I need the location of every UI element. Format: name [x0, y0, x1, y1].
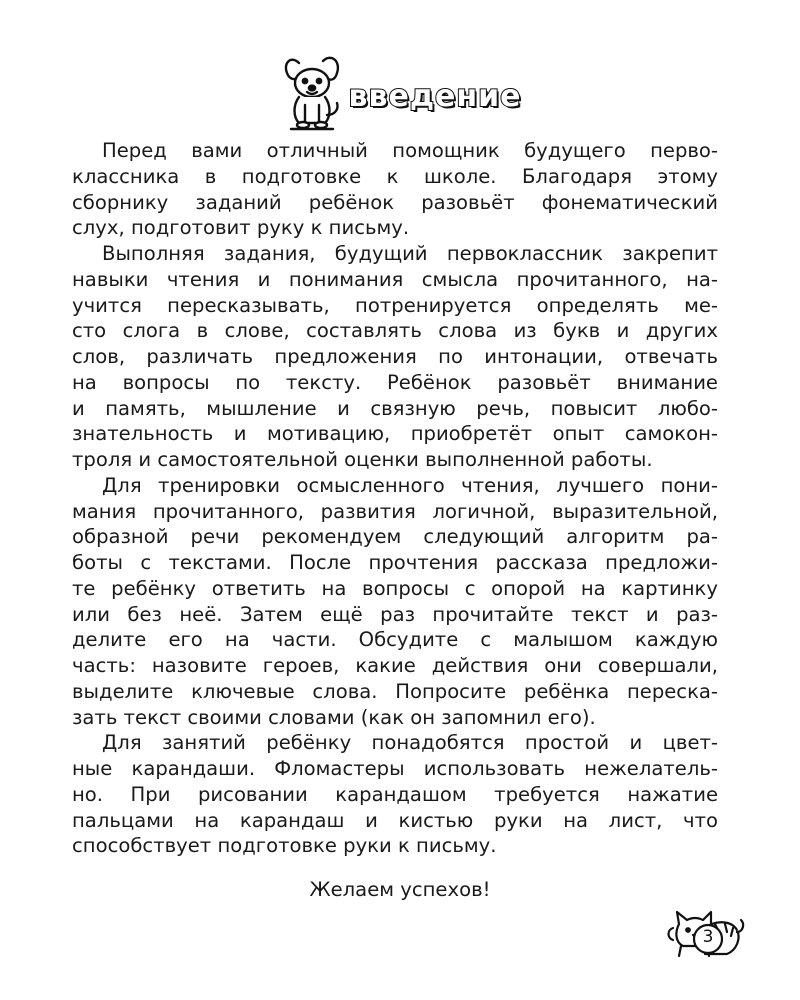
text-line: учится пересказывать, потренируется определять ме-: [72, 293, 718, 317]
text-line: сборнику заданий ребёнок разовьёт фонематический: [72, 190, 718, 214]
paragraph: [72, 473, 718, 731]
text-line: Для занятий ребёнку понадобятся простой и цвет-: [102, 731, 718, 755]
text-line: Перед вами отличный помощник будущего перво-: [102, 139, 718, 162]
paragraph: [72, 241, 718, 473]
text-line: делите его на части. Обсудите с малышом каждую: [72, 628, 718, 652]
text-line: зать текст своими словами (как он запомнил его).: [72, 705, 596, 729]
closing-wish: Желаем успехов!: [309, 878, 491, 901]
paragraph: [72, 138, 718, 241]
text-line: выделите ключевые слова. Попросите ребёнка переска-: [72, 679, 718, 703]
text-line: на вопросы по тексту. Ребёнок разовьёт внимание: [72, 370, 718, 394]
chapter-header: [0, 52, 800, 132]
puppy-icon: [279, 53, 345, 131]
text-line: или без неё. Затем ещё раз прочитайте текст и раз-: [72, 602, 718, 626]
text-line: мания прочитанного, развития логичной, выразительной,: [72, 499, 718, 523]
text-line: образной речи рекомендуем следующий алгоритм ра-: [72, 525, 718, 549]
page-number: 3: [702, 927, 714, 947]
text-line: способствует подготовке руки к письму.: [72, 834, 497, 858]
text-line: ные карандаши. Фломастеры использовать нежелатель-: [72, 757, 718, 780]
text-line: знательность и мотивацию, приобретёт опыт самокон-: [72, 422, 718, 446]
paragraph: [72, 730, 718, 859]
text-line: пальцами на карандаш и кистью руки на лист, что: [72, 808, 718, 832]
text-line: часть: назовите героев, какие действия они совершали,: [72, 654, 718, 677]
text-line: те ребёнку ответить на вопросы с опорой на картинку: [72, 576, 718, 600]
text-line: боты с текстами. После прочтения рассказа предложи-: [72, 551, 718, 574]
text-line: троля и самостоятельной оценки выполненной работы.: [72, 448, 653, 471]
text-line: слух, подготовит руку к письму.: [72, 216, 410, 240]
text-line: и память, мышление и связную речь, повысит любо-: [72, 396, 718, 420]
text-line: Для тренировки осмысленного чтения, лучшего пони-: [102, 473, 718, 497]
text-line: классника в подготовке к школе. Благодаря этому: [72, 164, 718, 188]
text-line: но. При рисовании карандашом требуется нажатие: [72, 782, 718, 806]
text-line: сто слога в слове, составлять слова из букв и других: [72, 319, 718, 343]
text-line: Выполняя задания, будущий первоклассник закрепит: [102, 242, 718, 265]
text-line: навыки чтения и понимания смысла прочитанного, на-: [72, 267, 718, 291]
text-line: слов, различать предложения по интонации, отвечать: [72, 345, 718, 368]
chapter-title: введение: [348, 78, 522, 114]
body-text: [72, 138, 718, 859]
